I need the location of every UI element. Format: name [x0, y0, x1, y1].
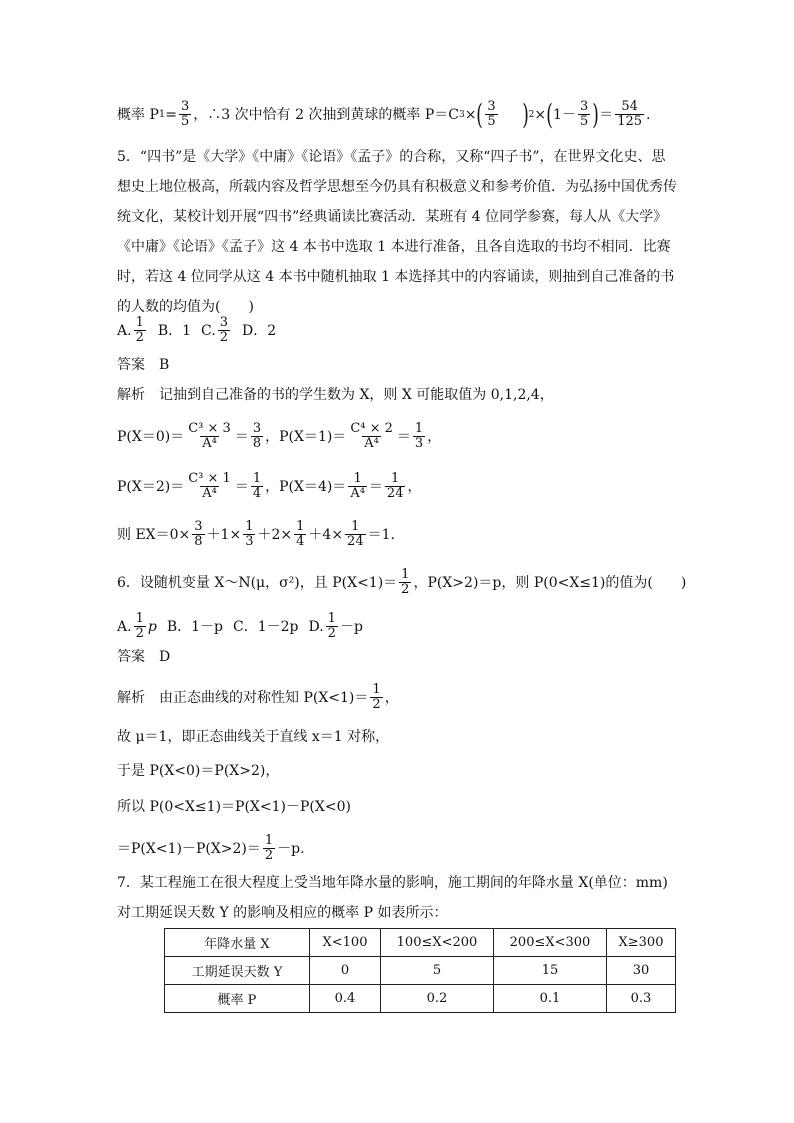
text: ＝	[234, 478, 249, 495]
table-cell: 100≤X<200	[381, 929, 494, 957]
question-5-analysis-1	[117, 385, 554, 405]
table-cell: X<100	[310, 929, 381, 957]
text: 所以 P(0<X≤1)＝P(X<1)－P(X<0)	[117, 799, 351, 815]
table-cell: 0.2	[381, 985, 494, 1013]
num: 1	[245, 519, 254, 534]
den: 5	[579, 114, 589, 129]
num: 1	[252, 471, 262, 486]
fraction	[370, 683, 382, 712]
fraction	[251, 422, 263, 451]
fraction	[485, 100, 497, 129]
text: 6．设随机变量 X～N(μ，σ²)，且 P(X<1)＝	[117, 574, 398, 591]
answer-label: 答案	[117, 357, 145, 373]
num: 1	[391, 471, 400, 486]
num: 1	[401, 567, 410, 582]
text: P(X＝2)＝	[117, 478, 185, 495]
num: 3	[219, 315, 228, 330]
question-7-stem: 7．某工程施工在很大程度上受当地年降水量的影响，施工期间的年降水量 X(单位：mm)对工期延误天数 Y 的影响及相应的概率 P 如表所示：	[117, 875, 668, 921]
text: .	[646, 106, 651, 123]
text: ×	[464, 106, 477, 123]
paren-open: (	[476, 97, 484, 131]
num: 3	[194, 519, 203, 534]
question-5-p2-p4	[117, 472, 421, 501]
num: 3	[487, 99, 496, 114]
paren-close: )	[592, 97, 599, 131]
text: ，P(X＝4)＝	[265, 478, 347, 495]
fraction	[348, 472, 367, 501]
text: ＝P(X<1)－P(X>2)＝	[117, 840, 261, 857]
text: ＝1.	[367, 526, 395, 543]
table-row	[165, 957, 676, 985]
analysis-label: 解析	[117, 387, 145, 403]
text: －p	[339, 618, 363, 635]
num: 1	[372, 682, 381, 697]
fraction	[186, 472, 233, 501]
fraction	[399, 568, 411, 597]
den: 2	[135, 626, 144, 641]
den: 2	[219, 330, 228, 345]
table-cell: X≥300	[607, 929, 676, 957]
fraction	[348, 422, 395, 451]
fraction	[413, 422, 425, 451]
paren-open: (	[546, 97, 553, 131]
text: ，∴3 次中恰有 2 次抽到黄球的概率 P＝C	[193, 106, 460, 123]
fraction	[385, 472, 406, 501]
question-6-stem	[117, 568, 686, 597]
line-prob-p1	[117, 97, 651, 131]
text: 1－	[553, 106, 576, 123]
fraction	[345, 520, 366, 549]
den: 2	[401, 582, 410, 597]
question-5-answer	[117, 355, 169, 375]
option-a: A.	[117, 618, 132, 635]
den: 2	[327, 626, 336, 641]
fraction	[243, 520, 255, 549]
den: 4	[252, 486, 262, 501]
den: 2	[372, 697, 381, 712]
text: 由正态曲线的对称性知 P(X<1)＝	[159, 689, 369, 706]
text: ，	[427, 428, 442, 445]
question-5-p0-p1	[117, 422, 441, 451]
table-cell: 工期延误天数 Y	[165, 957, 310, 985]
analysis-text: 记抽到自己准备的书的学生数为 X，则 X 可能取值为 0,1,2,4，	[159, 387, 554, 403]
text: ＝	[368, 478, 383, 495]
text: ，	[407, 478, 422, 495]
den: A⁴	[350, 486, 365, 501]
text: ＋2×	[257, 526, 293, 543]
text: =	[165, 106, 177, 123]
fraction	[179, 100, 191, 129]
table-row	[165, 929, 676, 957]
den: 8	[252, 436, 262, 451]
question-5-options	[117, 316, 276, 345]
den: A⁴	[202, 486, 217, 501]
fraction	[134, 612, 146, 641]
table-cell: 概率 P	[165, 985, 310, 1013]
question-6-analysis-1	[117, 683, 399, 712]
num: 3	[180, 99, 190, 114]
den: 24	[347, 534, 364, 549]
num: 1	[135, 315, 144, 330]
num: 1	[264, 833, 274, 848]
question-6-analysis-3	[117, 761, 279, 781]
fraction	[615, 100, 644, 129]
option-d: D.	[308, 618, 324, 635]
option-d: D．2	[242, 322, 277, 339]
num: C³ × 1	[188, 471, 231, 486]
den: 24	[386, 486, 404, 501]
num: 1	[327, 611, 336, 626]
option-b: B．1－p	[166, 618, 223, 635]
text: ×	[534, 106, 547, 123]
table-cell: 0	[310, 957, 381, 985]
fraction	[218, 316, 230, 345]
fraction	[251, 472, 263, 501]
superscript: 3	[459, 109, 465, 120]
num: 1	[353, 471, 362, 486]
table-cell: 30	[607, 957, 676, 985]
text: ，P(X＝1)＝	[265, 428, 347, 445]
num: 54	[621, 99, 638, 114]
option-c: C.	[201, 322, 216, 339]
fraction	[326, 612, 338, 641]
den: 4	[296, 534, 305, 549]
text: ＝	[234, 428, 249, 445]
num: 1	[296, 519, 305, 534]
num: 3	[579, 99, 589, 114]
den: A⁴	[202, 436, 217, 451]
table-cell: 年降水量 X	[165, 929, 310, 957]
den: 125	[617, 114, 643, 129]
text: ，P(X>2)＝p，则 P(0<X≤1)的值为( )	[413, 574, 687, 591]
question-5-stem: 5．“四书”是《大学》《中庸》《论语》《孟子》的合称，又称“四子书”，在世界文化史、思想史上地位极高，所载内容及哲学思想至今仍具有积极意义和参考价值．为弘扬中国优秀传统文化，某校计划开展“四书”经典诵读比赛活动．某班有 4 位同学参赛，每人从《大学》《中庸》《论语》《孟子》这 4 本书中选取 1 本进行准备，且各自选取的书均不相同．比赛时，若这 4 位同学从这 4 本书中随机抽取 1 本选择其中的内容诵读，则抽到自己准备的书的人数的均值为( )	[117, 149, 677, 315]
den: A⁴	[364, 436, 379, 451]
table-cell: 0.3	[607, 985, 676, 1013]
answer-value: B	[159, 357, 170, 373]
question-6-analysis-4	[117, 797, 351, 817]
superscript: 2	[528, 109, 535, 120]
question-6-analysis-5	[117, 834, 305, 863]
num: 3	[252, 421, 262, 436]
option-a: A.	[117, 322, 132, 339]
text: －p.	[277, 840, 305, 857]
num: C⁴ × 2	[350, 421, 393, 436]
option-b: B．1	[157, 322, 192, 339]
text: 于是 P(X<0)＝P(X>2)，	[117, 763, 280, 779]
num: 1	[414, 421, 424, 436]
den: 2	[264, 848, 274, 863]
fraction	[263, 834, 275, 863]
subscript: 1	[158, 108, 166, 120]
table-cell: 0.4	[310, 985, 381, 1013]
text: ＋1×	[206, 526, 242, 543]
fraction	[186, 422, 233, 451]
answer-value: D	[159, 649, 171, 665]
option-c: C．1－2p	[232, 618, 299, 635]
table-cell: 200≤X<300	[494, 929, 607, 957]
den: 5	[487, 114, 496, 129]
den: 3	[245, 534, 254, 549]
analysis-label: 解析	[117, 689, 145, 706]
question-5-expectation	[117, 520, 395, 549]
question-6-answer	[117, 647, 170, 667]
question-6-options	[117, 612, 363, 641]
fraction	[578, 100, 590, 129]
den: 3	[414, 436, 424, 451]
fraction	[192, 520, 204, 549]
fraction	[134, 316, 146, 345]
table-cell: 0.1	[494, 985, 607, 1013]
question-6-analysis-2	[117, 727, 389, 747]
table-cell: 15	[494, 957, 607, 985]
text: 故 μ＝1，即正态曲线关于直线 x＝1 对称，	[117, 729, 390, 745]
fraction	[294, 520, 306, 549]
table-cell: 5	[381, 957, 494, 985]
den: 8	[194, 534, 203, 549]
text: ＝	[396, 428, 411, 445]
text: ＝	[599, 106, 614, 123]
table-row	[165, 985, 676, 1013]
num: 1	[351, 519, 360, 534]
text: ＋4×	[308, 526, 344, 543]
den: 2	[135, 330, 144, 345]
den: 5	[180, 114, 190, 129]
answer-label: 答案	[117, 649, 145, 665]
text: p	[147, 618, 157, 635]
text: 概率 P	[117, 106, 159, 123]
text: 则 EX＝0×	[117, 526, 191, 543]
rainfall-delay-table	[164, 928, 676, 1013]
num: C³ × 3	[188, 421, 231, 436]
paren-close: )	[521, 97, 529, 131]
text: P(X＝0)＝	[117, 428, 185, 445]
num: 1	[135, 611, 144, 626]
text: ，	[384, 689, 399, 706]
